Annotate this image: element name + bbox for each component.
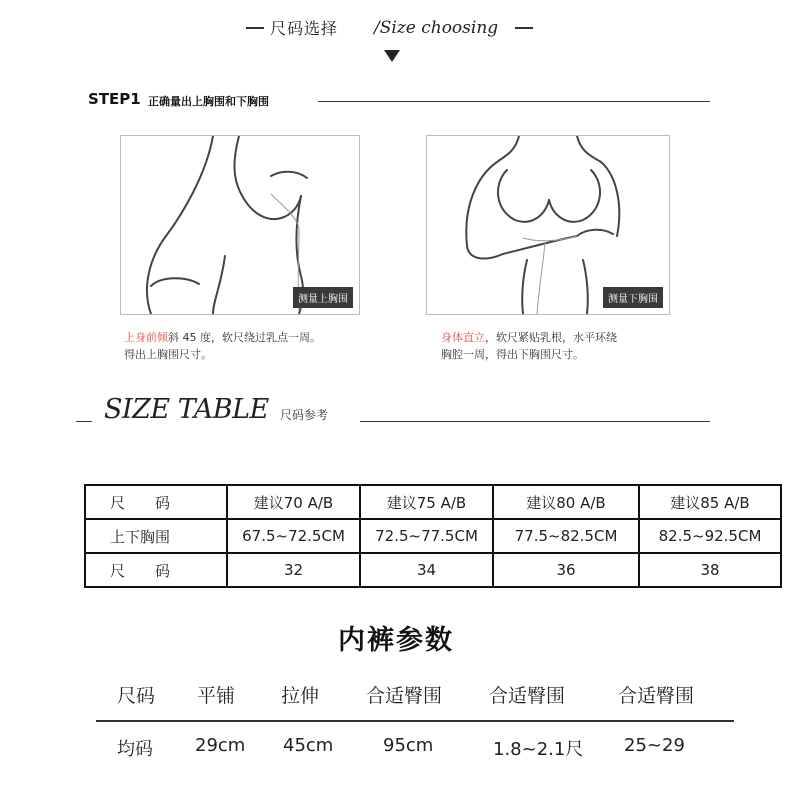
underwear-value-flat: 29cm: [195, 735, 246, 756]
left-caption: [124, 329, 321, 363]
header-rule-right: [515, 27, 533, 29]
header-subtitle: /Size choosing: [374, 18, 499, 38]
upper-bust-illustration: [120, 135, 360, 315]
right-caption-line2: 胸腔一周，得出下胸围尺寸。: [441, 348, 584, 361]
underwear-value-hip-2: 1.8~2.1尺: [493, 739, 584, 760]
table-cell: 34: [360, 553, 493, 587]
underwear-header-hip-1: 合适臀围: [366, 685, 443, 707]
table-cell: 77.5~82.5CM: [493, 519, 639, 553]
table-cell: 建议85 A/B: [639, 485, 781, 519]
photo-tag-right: 测量下胸围: [603, 287, 663, 308]
left-caption-line1: [124, 329, 321, 346]
table-row: [85, 519, 781, 553]
table-cell: 72.5~77.5CM: [360, 519, 493, 553]
underwear-header-hip-2: 合适臀围: [489, 685, 566, 707]
size-table-subtitle: 尺码参考: [280, 408, 329, 422]
table-cell: 建议75 A/B: [360, 485, 493, 519]
photo-tag-left: 测量上胸围: [293, 287, 353, 308]
size-table-rule-left: [76, 421, 92, 422]
table-cell: 32: [227, 553, 360, 587]
step-rule: [318, 101, 710, 102]
table-cell: 尺 码: [85, 485, 227, 519]
table-cell: 67.5~72.5CM: [227, 519, 360, 553]
right-caption-rest: ，软尺紧贴乳根，水平环绕: [485, 331, 617, 344]
table-cell: 建议80 A/B: [493, 485, 639, 519]
step-instruction: 正确量出上胸围和下胸围: [148, 95, 269, 108]
underwear-header-flat: 平铺: [197, 685, 236, 707]
underwear-title: 内裤参数: [338, 625, 454, 656]
underwear-rule: [96, 720, 734, 722]
size-table-rule-right: [360, 421, 710, 422]
underwear-value-hip-1: 95cm: [383, 735, 434, 756]
table-cell: 建议70 A/B: [227, 485, 360, 519]
underwear-header-stretch: 拉伸: [281, 685, 320, 707]
table-row: [85, 553, 781, 587]
down-arrow-icon: [384, 50, 400, 62]
header-title: 尺码选择: [270, 19, 339, 38]
table-cell: 82.5~92.5CM: [639, 519, 781, 553]
step-label: STEP1: [88, 90, 141, 108]
underwear-value-stretch: 45cm: [283, 735, 334, 756]
table-cell: 38: [639, 553, 781, 587]
size-table-title: SIZE TABLE: [104, 394, 269, 425]
left-caption-rest: 斜 45 度，软尺绕过乳点一周。: [168, 331, 321, 344]
table-cell: 尺 码: [85, 553, 227, 587]
underwear-value-hip-3: 25~29: [624, 735, 685, 756]
header-rule-left: [246, 27, 264, 29]
table-cell: 上下胸围: [85, 519, 227, 553]
left-caption-line2: 得出上胸围尺寸。: [124, 348, 212, 361]
right-caption: [441, 329, 617, 363]
underwear-header-hip-3: 合适臀围: [618, 685, 695, 707]
under-bust-illustration: [426, 135, 670, 315]
right-caption-line1: [441, 329, 617, 346]
size-table: [84, 484, 782, 588]
table-row: [85, 485, 781, 519]
table-cell: 36: [493, 553, 639, 587]
underwear-header-size: 尺码: [117, 685, 156, 707]
underwear-value-size: 均码: [117, 739, 153, 760]
left-caption-highlight: 上身前倾: [124, 331, 168, 344]
right-caption-highlight: 身体直立: [441, 331, 485, 344]
